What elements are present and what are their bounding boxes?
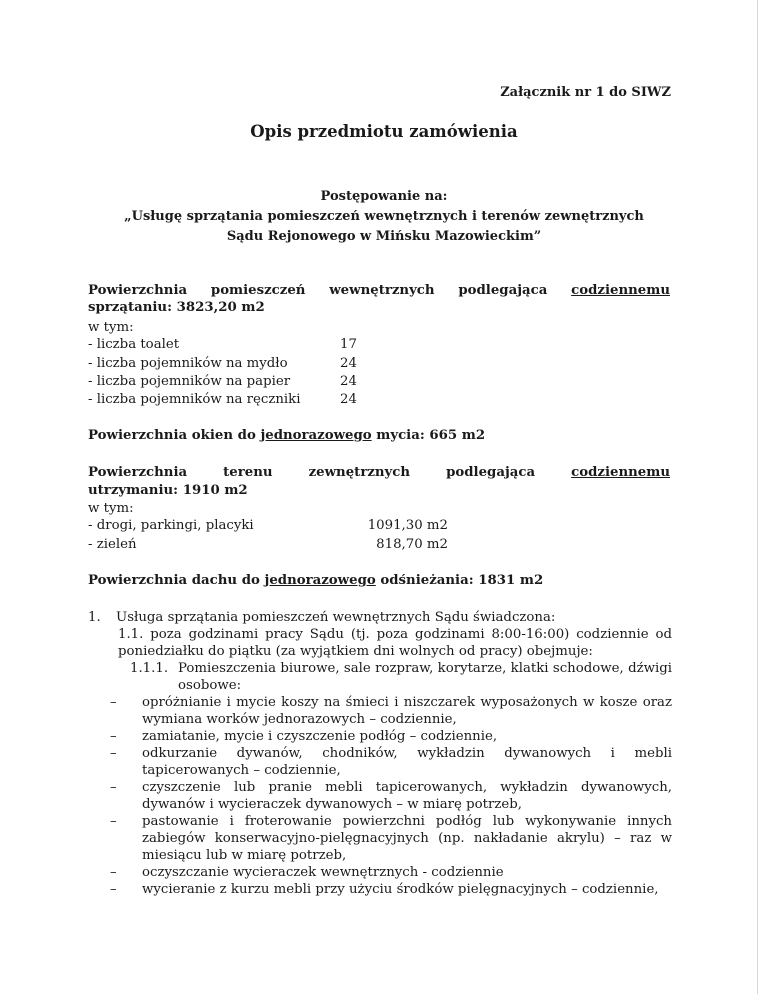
row-label: - liczba pojemników na ręczniki [88, 392, 301, 407]
interior-heading-word: Powierzchnia [88, 283, 188, 298]
item-text: zamiatanie, mycie i czyszczenie podłóg – codziennie, [142, 729, 498, 744]
list-item [110, 813, 672, 864]
row-label: - liczba toalet [88, 337, 180, 352]
list-item [88, 609, 672, 626]
dash-marker: – [110, 695, 117, 710]
row-value: 24 [340, 374, 357, 389]
item-number: 1. [88, 610, 101, 625]
exterior-row [88, 518, 448, 538]
list-item: 1.1. poza godzinami pracy Sądu (tj. poza godzinami 8:00-16:00) codziennie od poniedziałku do piątku (za wyjątkiem dni wolnych od pracy) obejmuje: [118, 627, 672, 659]
item-text: czyszczenie lub pranie mebli tapicerowanych, wykładzin dywanowych, dywanów i wycieraczek dywanowych – w miarę potrzeb, [142, 780, 672, 812]
proceeding-label: Postępowanie na: [320, 189, 448, 204]
item-text: pastowanie i froterowanie powierzchni podłóg lub wykonywanie innych zabiegów konserwacyjno-pielęgnacyjnych (np. nakładanie akrylu) – raz w miesiącu lub w miarę potrzeb, [142, 814, 672, 863]
interior-heading [88, 283, 670, 298]
interior-row [88, 337, 388, 357]
item-number: 1.1.1. [130, 661, 169, 676]
list-item [130, 660, 672, 694]
annex-label: Załącznik nr 1 do SIWZ [500, 85, 671, 100]
interior-row [88, 392, 388, 412]
interior-row [88, 356, 388, 376]
dash-marker: – [110, 780, 117, 795]
interior-heading-word: podlegająca [458, 283, 548, 298]
row-value: 17 [340, 337, 357, 352]
exterior-heading-word: terenu [223, 465, 273, 480]
page-edge [757, 0, 758, 994]
interior-heading-word: codziennemu [571, 283, 670, 298]
exterior-heading-word: podlegająca [446, 465, 536, 480]
windows-pre: Powierzchnia okien do [88, 428, 261, 443]
item-text: opróżnianie i mycie koszy na śmieci i niszczarek wyposażonych w kosze oraz wymiana worków jednorazowych – codziennie, [142, 695, 672, 727]
row-value: 24 [340, 392, 357, 407]
dash-marker: – [110, 746, 117, 761]
roof-pre: Powierzchnia dachu do [88, 573, 265, 588]
exterior-heading-word: zewnętrznych [308, 465, 411, 480]
interior-heading-word: wewnętrznych [329, 283, 435, 298]
list-item [110, 864, 672, 881]
interior-heading-line2: sprzątaniu: 3823,20 m2 [88, 300, 265, 315]
proceeding-line-2: Sądu Rejonowego w Mińsku Mazowieckim” [226, 229, 542, 244]
list-item [110, 779, 672, 813]
row-label: - zieleń [88, 537, 137, 552]
exterior-heading [88, 465, 670, 480]
list-item [110, 728, 672, 745]
item-text: odkurzanie dywanów, chodników, wykładzin dywanowych i mebli tapicerowanych – codziennie, [142, 746, 672, 778]
list-item [110, 745, 672, 779]
interior-in-that: w tym: [88, 320, 134, 335]
interior-row [88, 374, 388, 394]
row-value: 24 [340, 356, 357, 371]
roof-underlined: jednorazowego [264, 573, 376, 588]
dash-marker: – [110, 814, 117, 829]
row-label: - liczba pojemników na mydło [88, 356, 288, 371]
item-text: Pomieszczenia biurowe, sale rozpraw, korytarze, klatki schodowe, dźwigi osobowe: [178, 661, 672, 693]
proceeding-line-1: „Usługę sprzątania pomieszczeń wewnętrznych i terenów zewnętrznych [124, 209, 644, 224]
row-value: 818,70 m2 [376, 537, 448, 552]
exterior-heading-word: codziennemu [571, 465, 670, 480]
document-title: Opis przedmiotu zamówienia [250, 122, 518, 141]
list-item [110, 694, 672, 728]
proceeding-block [0, 187, 768, 247]
interior-heading-word: pomieszczeń [210, 283, 306, 298]
dash-marker: – [110, 882, 117, 897]
row-label: - liczba pojemników na papier [88, 374, 291, 389]
exterior-row [88, 537, 448, 557]
dash-marker: – [110, 865, 117, 880]
exterior-heading-line2: utrzymaniu: 1910 m2 [88, 483, 248, 498]
roof-post: odśnieżania: 1831 m2 [375, 573, 544, 588]
item-text: wycieranie z kurzu mebli przy użyciu środków pielęgnacyjnych – codziennie, [142, 882, 659, 897]
dash-marker: – [110, 729, 117, 744]
windows-line [88, 428, 485, 443]
list-item [110, 881, 672, 898]
roof-line [88, 573, 543, 588]
exterior-heading-word: Powierzchnia [88, 465, 188, 480]
exterior-in-that: w tym: [88, 501, 134, 516]
windows-post: mycia: 665 m2 [371, 428, 486, 443]
row-value: 1091,30 m2 [367, 518, 448, 533]
item-text: Usługa sprzątania pomieszczeń wewnętrznych Sądu świadczona: [116, 610, 556, 625]
item-text: oczyszczanie wycieraczek wewnętrznych - codziennie [142, 865, 504, 880]
services-list [88, 609, 672, 898]
row-label: - drogi, parkingi, placyki [88, 518, 254, 533]
windows-underlined: jednorazowego [260, 428, 372, 443]
